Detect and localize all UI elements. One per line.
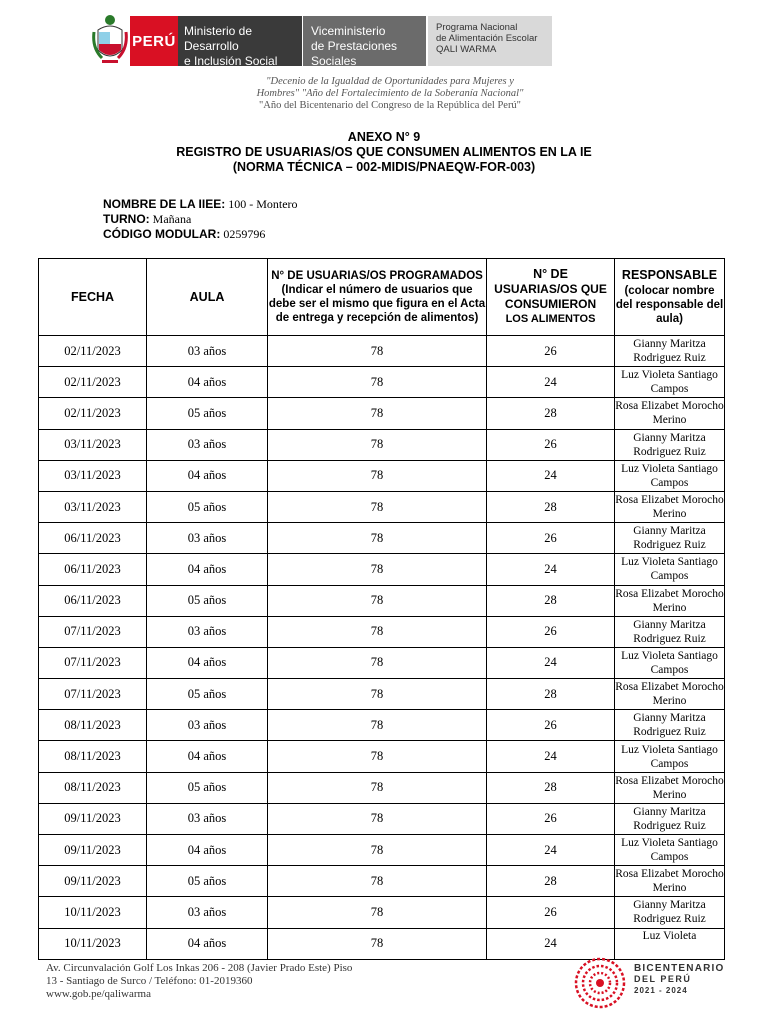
cell-programados: 78 [268,523,487,554]
cell-programados: 78 [268,367,487,398]
table-row [39,491,725,522]
header-consumieron [487,259,615,336]
address-line-1: Av. Circunvalación Golf Los Inkas 206 - 208 (Javier Prado Este) Piso [46,962,353,974]
cell-programados: 78 [268,429,487,460]
bicentennial-text [634,963,725,996]
cell-consumieron: 26 [487,523,615,554]
cell-aula: 05 años [147,398,268,429]
cell-responsable: Luz Violeta Santiago Campos [615,460,725,491]
bicent-line-3: 2021 - 2024 [634,986,688,995]
ministry-line-2: e Inclusión Social [184,54,278,68]
cell-aula: 04 años [147,647,268,678]
cell-aula: 03 años [147,336,268,367]
cell-responsable: Gianny Maritza Rodriguez Ruiz [615,616,725,647]
cell-aula: 04 años [147,928,268,959]
cell-responsable: Gianny Maritza Rodriguez Ruiz [615,710,725,741]
program-line-1: Programa Nacional [436,22,518,33]
header-responsable-note: (colocar nombre del responsable del aula) [615,285,724,325]
cell-fecha: 08/11/2023 [39,772,147,803]
viceministry-label [303,16,426,66]
cell-responsable: Gianny Maritza Rodriguez Ruiz [615,429,725,460]
cell-consumieron: 24 [487,835,615,866]
cell-aula: 04 años [147,741,268,772]
cell-programados: 78 [268,741,487,772]
decade-line-2: Hombres" "Año del Fortalecimiento de la Soberanía Nacional" [256,88,524,99]
table-row [39,585,725,616]
cell-consumieron: 28 [487,398,615,429]
school-info [103,197,298,242]
cell-programados: 78 [268,803,487,834]
cell-programados: 78 [268,554,487,585]
cell-responsable: Rosa Elizabet Morocho Merino [615,772,725,803]
cell-programados: 78 [268,336,487,367]
cell-fecha: 02/11/2023 [39,398,147,429]
table-row [39,429,725,460]
cell-responsable: Rosa Elizabet Morocho Merino [615,585,725,616]
cell-fecha: 06/11/2023 [39,523,147,554]
cell-consumieron: 26 [487,803,615,834]
table-row [39,835,725,866]
cell-responsable: Rosa Elizabet Morocho Merino [615,398,725,429]
cell-aula: 03 años [147,897,268,928]
cell-aula: 03 años [147,523,268,554]
ministry-label [178,16,302,66]
cell-fecha: 03/11/2023 [39,429,147,460]
cell-responsable: Luz Violeta [615,928,725,959]
cell-programados: 78 [268,679,487,710]
cell-responsable: Gianny Maritza Rodriguez Ruiz [615,897,725,928]
cell-consumieron: 28 [487,772,615,803]
decade-line-3: "Año del Bicentenario del Congreso de la República del Perú" [259,100,521,111]
cell-consumieron: 24 [487,367,615,398]
cell-responsable: Rosa Elizabet Morocho Merino [615,866,725,897]
table-body [39,336,725,960]
address-line-2: 13 - Santiago de Surco / Teléfono: 01-2019360 [46,975,253,987]
table-row [39,741,725,772]
cell-programados: 78 [268,491,487,522]
cell-responsable: Gianny Maritza Rodriguez Ruiz [615,336,725,367]
table-header-row [39,259,725,336]
consumption-register-table [38,258,725,960]
header-fecha: FECHA [39,259,147,336]
cell-fecha: 09/11/2023 [39,835,147,866]
cell-programados: 78 [268,772,487,803]
table-row [39,866,725,897]
header-responsable-title: RESPONSABLE [621,268,718,282]
norm-title: (NORMA TÉCNICA – 002-MIDIS/PNAEQW-FOR-003) [232,160,536,174]
cell-fecha: 09/11/2023 [39,803,147,834]
header-responsable [615,259,725,336]
cell-responsable: Gianny Maritza Rodriguez Ruiz [615,803,725,834]
peru-coat-of-arms-icon [92,12,128,68]
cell-fecha: 07/11/2023 [39,616,147,647]
cell-consumieron: 28 [487,585,615,616]
annex-title: ANEXO N° 9 [347,130,421,144]
table-row [39,772,725,803]
cell-aula: 05 años [147,491,268,522]
cell-fecha: 08/11/2023 [39,741,147,772]
cell-aula: 05 años [147,866,268,897]
register-title: REGISTRO DE USUARIAS/OS QUE CONSUMEN ALIMENTOS EN LA IE [176,145,592,159]
bicent-line-1: BICENTENARIO [634,963,725,974]
header-programados: N° DE USUARIAS/OS PROGRAMADOS (Indicar el número de usuarios que debe ser el mismo que figura en el Acta de entrega y recepción de alimentos) [268,259,487,336]
cell-fecha: 10/11/2023 [39,897,147,928]
cell-consumieron: 24 [487,554,615,585]
ministry-line-1: Ministerio de Desarrollo [184,24,253,53]
cell-aula: 05 años [147,772,268,803]
table-row [39,616,725,647]
program-line-2: de Alimentación Escolar [436,33,538,44]
cell-consumieron: 24 [487,741,615,772]
cell-responsable: Rosa Elizabet Morocho Merino [615,491,725,522]
cell-consumieron: 26 [487,336,615,367]
cell-responsable: Luz Violeta Santiago Campos [615,647,725,678]
cell-aula: 04 años [147,835,268,866]
cell-programados: 78 [268,928,487,959]
cell-responsable: Rosa Elizabet Morocho Merino [615,679,725,710]
cell-responsable: Luz Violeta Santiago Campos [615,741,725,772]
cell-fecha: 02/11/2023 [39,336,147,367]
cell-fecha: 09/11/2023 [39,866,147,897]
cell-aula: 04 años [147,554,268,585]
vice-line-2: de Prestaciones Sociales [311,39,398,68]
cell-programados: 78 [268,585,487,616]
cell-consumieron: 26 [487,897,615,928]
cell-programados: 78 [268,647,487,678]
school-label: NOMBRE DE LA IIEE: [103,197,226,211]
website-link[interactable]: www.gob.pe/qaliwarma [46,988,151,1000]
cell-consumieron: 26 [487,616,615,647]
cell-aula: 05 años [147,679,268,710]
shift-value: Mañana [152,212,192,226]
cell-fecha: 07/11/2023 [39,679,147,710]
cell-consumieron: 24 [487,460,615,491]
cell-aula: 05 años [147,585,268,616]
cell-programados: 78 [268,398,487,429]
header-aula: AULA [147,259,268,336]
program-label [428,16,552,66]
cell-consumieron: 28 [487,866,615,897]
cell-programados: 78 [268,866,487,897]
school-value: 100 - Montero [228,197,298,211]
table-row [39,897,725,928]
code-value: 0259796 [223,227,266,241]
document-title [0,130,768,175]
header-consumieron-line-2: USUARIAS/OS QUE CONSUMIERON [494,282,607,311]
cell-fecha: 06/11/2023 [39,585,147,616]
decade-line-1: "Decenio de la Igualdad de Oportunidades para Mujeres y [266,76,514,87]
cell-aula: 03 años [147,710,268,741]
vice-line-1: Viceministerio [311,24,386,38]
cell-aula: 03 años [147,803,268,834]
cell-aula: 03 años [147,616,268,647]
table-row [39,523,725,554]
cell-consumieron: 28 [487,491,615,522]
cell-programados: 78 [268,835,487,866]
table-row [39,679,725,710]
cell-fecha: 03/11/2023 [39,491,147,522]
table-row [39,710,725,741]
peru-logo: PERÚ [130,16,178,66]
table-row [39,647,725,678]
cell-programados: 78 [268,897,487,928]
bicent-line-2: DEL PERÚ [634,974,692,984]
cell-programados: 78 [268,710,487,741]
cell-consumieron: 26 [487,710,615,741]
cell-fecha: 08/11/2023 [39,710,147,741]
program-line-3: QALI WARMA [436,44,497,55]
cell-consumieron: 28 [487,679,615,710]
cell-consumieron: 26 [487,429,615,460]
table-row [39,460,725,491]
cell-aula: 04 años [147,367,268,398]
table-row [39,554,725,585]
table-row [39,336,725,367]
cell-programados: 78 [268,460,487,491]
table-row [39,398,725,429]
footer-address [46,962,352,1001]
cell-consumieron: 24 [487,928,615,959]
header-consumieron-line-3: LOS ALIMENTOS [505,313,596,325]
code-label: CÓDIGO MODULAR: [103,227,221,241]
cell-fecha: 10/11/2023 [39,928,147,959]
cell-responsable: Gianny Maritza Rodriguez Ruiz [615,523,725,554]
cell-programados: 78 [268,616,487,647]
cell-aula: 03 años [147,429,268,460]
cell-fecha: 06/11/2023 [39,554,147,585]
cell-consumieron: 24 [487,647,615,678]
cell-aula: 04 años [147,460,268,491]
decade-slogans [200,76,580,112]
table-row [39,367,725,398]
cell-responsable: Luz Violeta Santiago Campos [615,554,725,585]
cell-responsable: Luz Violeta Santiago Campos [615,367,725,398]
shift-label: TURNO: [103,212,150,226]
cell-fecha: 02/11/2023 [39,367,147,398]
cell-responsable: Luz Violeta Santiago Campos [615,835,725,866]
header-consumieron-line-1: N° DE [533,267,568,281]
cell-fecha: 07/11/2023 [39,647,147,678]
table-row [39,803,725,834]
cell-fecha: 03/11/2023 [39,460,147,491]
